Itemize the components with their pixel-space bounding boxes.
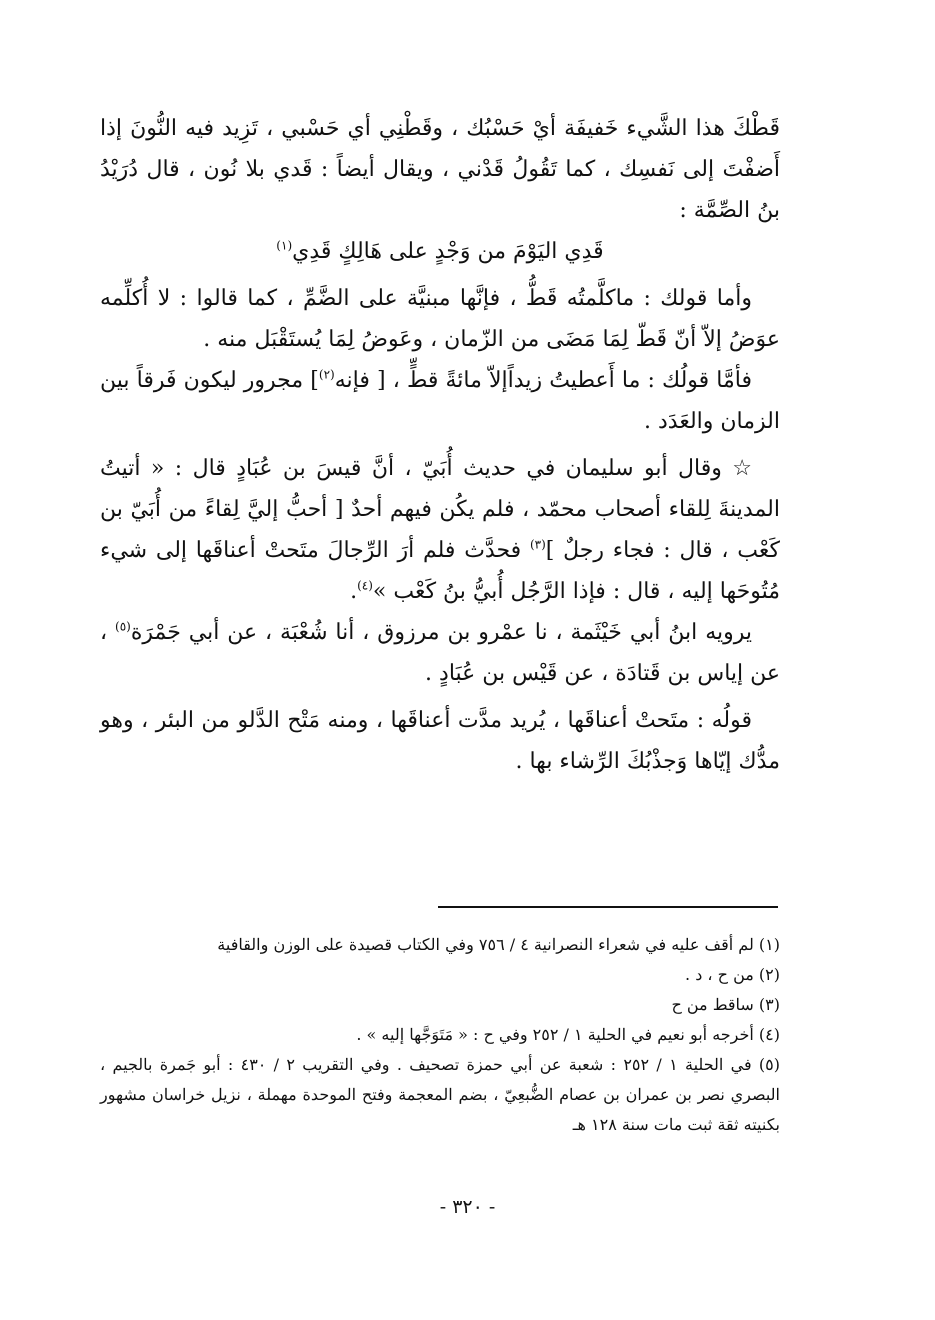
verse-line <box>100 231 780 272</box>
paragraph-text: ] مجرور ليكون فَرقاً بين الزمان والعَدَد . <box>100 368 780 434</box>
paragraph-text: فحدَّث فلم أرَ الرِّجالَ متَحتْ أعناقَها إلى شيء مُتُوحَها إليه ، قال : فإذا الرَّجُل أُبيُّ بنُ كَعْب » <box>100 538 780 604</box>
footnote-ref-3: (٣) <box>529 537 546 552</box>
footnote-3: (٣) ساقط من ح <box>671 995 780 1014</box>
page-number: - ٣٢٠ - <box>439 1196 496 1218</box>
paragraph-text: ، عن إياس بن قَتادَة ، عن قَيْس بن عُبَادٍ . <box>100 620 780 686</box>
paragraph-text: فأمَّا قولُك : ما أَعطيتُ زيداًإلاّ مائةً قطٍّ ، [ فإنه <box>334 368 752 393</box>
footnote-separator <box>438 906 778 908</box>
footnote-5: (٥) في الحلية ١ / ٢٥٢ : شعبة عن أبي حمزة تصحيف . وفي التقريب ٢ / ٤٣٠ : أبو جَمرة بالجيم ، البصري نصر بن عمران بن عصام الضُّبعِيّ ، بضم المعجمة وفتح الموحدة مهملة ، نزيل خراسان مشهور بكنيته ثقة ثبت مات سنة ١٢٨ هـ <box>100 1055 781 1134</box>
paragraph-text: قَطْكَ هذا الشَّيء خَفيفَة أيْ حَسْبُك ، وقَطْنِي أي حَسْبي ، تَزِيد فيه النُّونَ إذا أَضفْتَ إلى نَفسِك ، كما تَقُولُ قَدْني ، ويقال أيضاً : قَدي بلا نُون ، قال دُرَيْدُ بنُ الصِّمَّة : <box>100 116 780 223</box>
footnote-1: (١) لم أقف عليه في شعراء النصرانية ٤ / ٧٥٦ وفي الكتاب قصيدة على الوزن والقافية <box>217 935 780 954</box>
paragraph-qatt-2 <box>100 360 780 442</box>
footnote-2: (٢) من ح ، د . <box>685 965 780 984</box>
footnote-ref-1: (١) <box>276 238 293 253</box>
paragraph-hadith <box>100 448 780 612</box>
footnote-ref-4: (٤) <box>357 578 373 593</box>
paragraph-intro <box>100 108 780 231</box>
paragraph-explanation <box>100 700 780 782</box>
footnotes <box>100 930 780 1140</box>
paragraph-text: قولُه : متَحتْ أعناقَها ، يُريد مدَّت أعناقَها ، ومنه مَتْح الدَّلو من البئر ، وهو مدُّك إيّاها وَجذْبُكَ الرِّشاء بها . <box>100 708 780 774</box>
main-text <box>100 108 780 782</box>
paragraph-qatt <box>100 278 780 360</box>
footnote-ref-2: (٢) <box>318 367 335 382</box>
paragraph-text: ☆ وقال أبو سليمان في حديث أُبَيّ ، أنَّ قيسَ بن عُبَادٍ قال : « أتيتُ المدينةَ لِلقاء أصحاب محمّد ، فلم يكُن فيهم أحدٌ [ أحبُّ إليَّ لِقاءً من أُبَيّ بن كَعْب ، قال : فجاء رجلٌ ] <box>100 456 780 563</box>
paragraph-text: . <box>350 579 358 604</box>
paragraph-isnad <box>100 612 780 694</box>
paragraph-text: يرويه ابنُ أبي خَيْثَمة ، نا عمْرو بن مرزوق ، أنا شُعْبَة ، عن أبي جَمْرَة <box>130 620 752 645</box>
footnote-4: (٤) أخرجه أبو نعيم في الحلية ١ / ٢٥٢ وفي ح : « مَتَوَجَّها إليه » . <box>356 1025 780 1044</box>
paragraph-text: وأما قولك : ماكلَّمتُه قَطُّ ، فإنَّها مبنيَّة على الضَّمِّ ، كما قالوا : لا أُكلِّمه عوَضُ إلاّ أنّ قَطّ لِمَا مَضَى من الزّمان ، وعَوضُ لِمَا يُستَقْبَل منه . <box>100 286 780 352</box>
verse-text: قَدِي اليَوْمَ من وَجْدٍ على هَالِكٍ قَدِي <box>292 239 604 264</box>
footnote-ref-5: (٥) <box>115 619 131 634</box>
